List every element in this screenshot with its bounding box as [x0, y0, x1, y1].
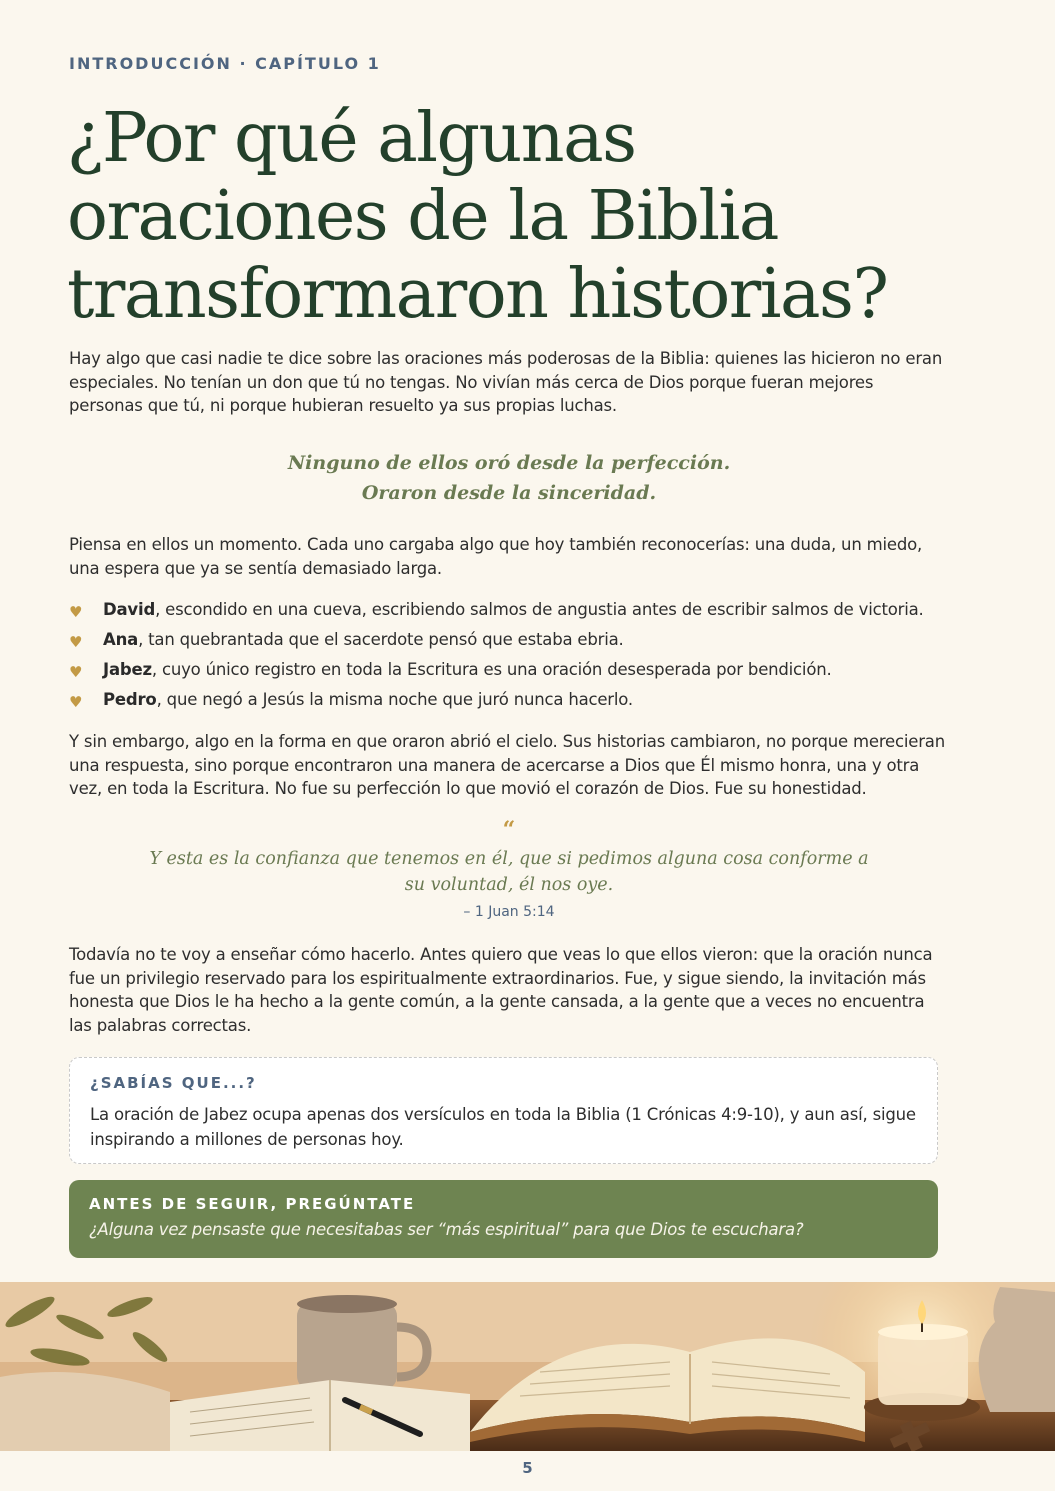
reflection-question: ¿Alguna vez pensaste que necesitabas ser “más espiritual” para que Dios te escuchara? [89, 1220, 804, 1239]
bible-still-life-illustration [0, 1282, 1055, 1451]
reflection-title: ANTES DE SEGUIR, PREGÚNTATE [89, 1195, 416, 1213]
heart-icon: ♥ [69, 693, 83, 711]
list-item [69, 627, 949, 657]
list-item [69, 687, 949, 717]
character-description: , cuyo único registro en toda la Escritura es una oración desesperada por bendición. [151, 660, 832, 679]
character-description: , tan quebrantada que el sacerdote pensó que estaba ebria. [138, 630, 624, 649]
pull-quote [69, 448, 949, 508]
character-name: Pedro [103, 690, 157, 709]
heart-icon: ♥ [69, 603, 83, 621]
character-description: , que negó a Jesús la misma noche que juró nunca hacerlo. [156, 690, 633, 709]
page-title: ¿Por qué algunas oraciones de la Biblia transformaron historias? [67, 99, 888, 334]
did-you-know-box [69, 1057, 938, 1164]
character-description: , escondido en una cueva, escribiendo salmos de angustia antes de escribir salmos de victoria. [155, 600, 924, 619]
character-name: Ana [103, 630, 139, 649]
reflection-callout [69, 1180, 938, 1258]
body-paragraph-3: Y sin embargo, algo en la forma en que oraron abrió el cielo. Sus historias cambiaron, no porque merecieran una respuesta, sino porque encontraron una manera de acercarse a Dios que Él mismo honra, una y otra vez, en toda la Escritura. No fue su perfección lo que movió el corazón de Dios. Fue su honestidad. [69, 732, 945, 798]
scripture-citation: – 1 Juan 5:14 [463, 904, 555, 920]
intro-paragraph: Hay algo que casi nadie te dice sobre las oraciones más poderosas de la Biblia: quienes las hicieron no eran especiales. No tenían un don que tú no tengas. No vivían más cerca de Dios porque fueran mejores personas que tú, ni porque hubieran resuelto ya sus propias luchas. [69, 349, 943, 415]
quote-mark-icon: “ [502, 817, 516, 843]
body-paragraph-4: Todavía no te voy a enseñar cómo hacerlo. Antes quiero que veas lo que ellos vieron: que la oración nunca fue un privilegio reservado para los espiritualmente extraordinarios. Fue, y sigue siendo, la invitación más honesta que Dios le ha hecho a la gente común, a la gente cansada, a la gente que a veces no encuentra las palabras correctas. [69, 945, 933, 1035]
heart-icon: ♥ [69, 633, 83, 651]
list-item [69, 597, 949, 627]
chapter-kicker: INTRODUCCIÓN · CAPÍTULO 1 [69, 54, 381, 73]
list-item [69, 657, 949, 687]
heart-icon: ♥ [69, 663, 83, 681]
body-paragraph-2: Piensa en ellos un momento. Cada uno cargaba algo que hoy también reconocerías: una duda, un miedo, una espera que ya se sentía demasiado larga. [69, 535, 923, 578]
bible-still-life-image [0, 1282, 1055, 1451]
pull-quote-line-1: Ninguno de ellos oró desde la perfección. [287, 452, 731, 474]
page-number: 5 [522, 1459, 533, 1477]
did-you-know-body: La oración de Jabez ocupa apenas dos versículos en toda la Biblia (1 Crónicas 4:9-10), y aun así, sigue inspirando a millones de personas hoy. [90, 1105, 916, 1149]
character-name: Jabez [103, 660, 152, 679]
pull-quote-line-2: Oraron desde la sinceridad. [361, 482, 657, 504]
character-list [69, 597, 949, 717]
scripture-quote: Y esta es la confianza que tenemos en él, que si pedimos alguna cosa conforme a su voluntad, él nos oye. [149, 849, 869, 895]
character-name: David [103, 600, 156, 619]
did-you-know-title: ¿SABÍAS QUE...? [90, 1074, 257, 1092]
